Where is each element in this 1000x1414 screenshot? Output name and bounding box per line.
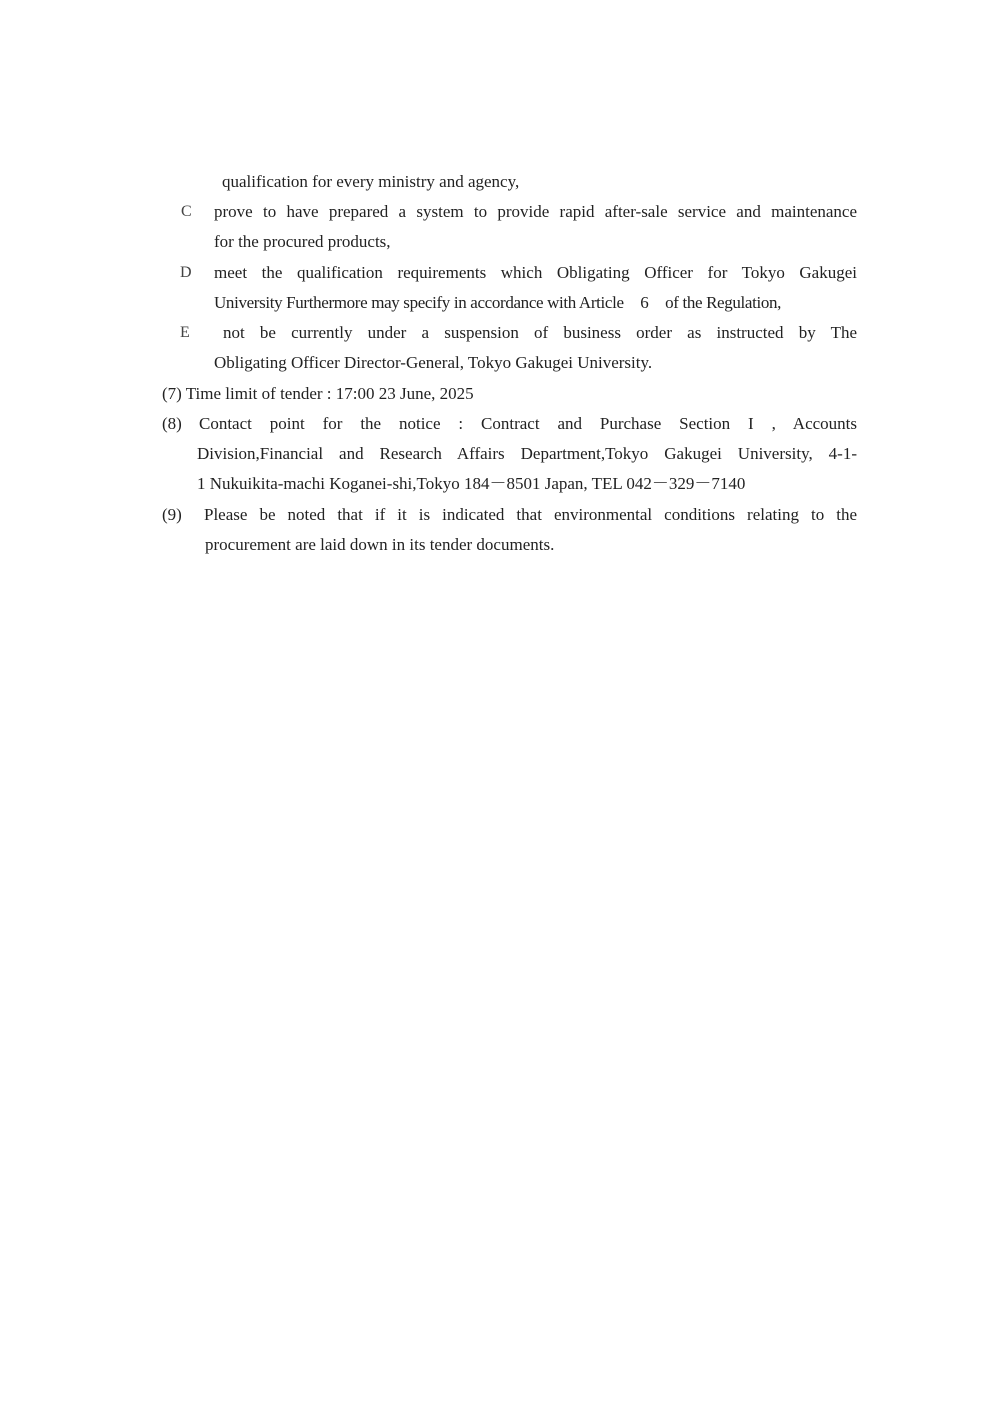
item-d-line-2: University Furthermore may specify in accordance with Article 6 of the Regulation, (214, 293, 782, 312)
item-e-marker: E (180, 324, 190, 341)
continuation-line: qualification for every ministry and agency, (222, 172, 520, 191)
item-c-marker: C (181, 203, 192, 220)
section-7-line: (7) Time limit of tender : 17:00 23 June, 2025 (162, 384, 474, 403)
item-c-line-2: for the procured products, (214, 232, 391, 251)
section-8-line-3: 1 Nukuikita-machi Koganei-shi,Tokyo 184－8501 Japan, TEL 042－329－7140 (197, 474, 746, 493)
section-9-line-2: procurement are laid down in its tender documents. (205, 535, 555, 554)
section-9-marker: (9) (162, 505, 182, 524)
item-c-line-1: prove to have prepared a system to provide rapid after-sale service and maintenance (214, 202, 857, 221)
item-e-line-2: Obligating Officer Director-General, Tokyo Gakugei University. (214, 353, 653, 372)
section-8-marker: (8) (162, 414, 182, 433)
section-8-line-2: Division,Financial and Research Affairs Department,Tokyo Gakugei University, 4-1- (197, 444, 857, 463)
section-8-line-1: Contact point for the notice : Contract and Purchase Section I , Accounts (199, 414, 857, 433)
item-d-line-1: meet the qualification requirements which Obligating Officer for Tokyo Gakugei (214, 263, 857, 282)
section-9-line-1: Please be noted that if it is indicated that environmental conditions relating to the (204, 505, 857, 524)
item-d-marker: D (180, 264, 192, 281)
item-e-line-1: not be currently under a suspension of business order as instructed by The (223, 323, 857, 342)
